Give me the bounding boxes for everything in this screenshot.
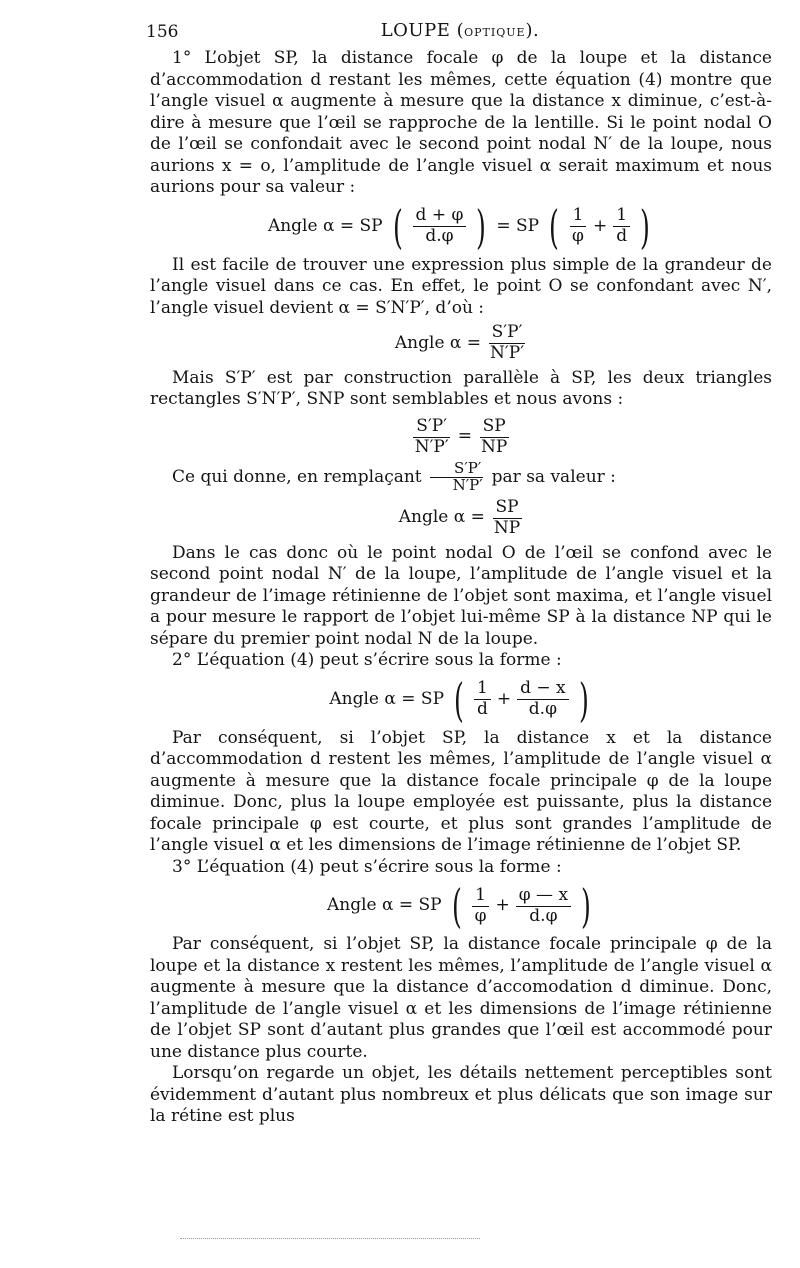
paragraph-9: Par conséquent, si l’objet SP, la distance focale principale φ de la loupe et la distance x restent les mêmes, l’amplitude de l’angle visuel α augmente à mesure que la distance d’accomodation d diminue. Donc, l’amplitude de l’angle visuel α et les dimensions de l’image rétinienne de l’objet SP sont d’autant plus grandes que l’œil est accommodé pour une distance plus courte. xyxy=(150,934,772,1062)
paragraph-6: 2° L’équation (4) peut s’écrire sous la forme : xyxy=(172,650,562,671)
inline-fraction: $\frac{S'P'}{N'P'}$ xyxy=(430,461,483,494)
paragraph-2: Il est facile de trouver une expression plus simple de la grandeur de l’angle visuel dans ce cas. En effet, le point O se confondant avec N′, l’angle visuel devient α = S′N′P′, d’où : xyxy=(150,254,772,318)
bottom-margin-mark xyxy=(180,1238,480,1240)
equation-5: Angle α = SP ( $\frac{1}{d}$ + $\frac{d - x}{d.\varphi}$ ) xyxy=(329,672,589,727)
equation-2: Angle α = $\frac{S'P'}{N'P'}$ xyxy=(394,322,525,363)
equation-1: Angle α = SP ( $\frac{d + \varphi}{d.\varphi}$ ) = SP ( $\frac{1}{\varphi}$ + $\frac{1}{d}$ ) xyxy=(267,199,650,254)
paragraph-7: Par conséquent, si l’objet SP, la distance x et la distance d’accommodation d restent les mêmes, l’amplitude de l’angle visuel α augmente à mesure que la distance focale principale φ de la loupe diminue. Donc, plus la loupe employée est puissante, plus la distance focale principale φ est courte, et plus sont grandes l’amplitude de l’angle visuel α et les dimensions de l’image rétinienne de l’objet SP. xyxy=(150,727,772,856)
paragraph-1: 1° L’objet SP, la distance focale φ de la loupe et la distance d’accommodation d restant les mêmes, cette équation (4) montre que l’angle visuel α augmente à mesure que la distance x diminue, c’est-à-dire à mesure que l’œil se rapproche de la lentille. Si le point nodal O de l’œil se confondait avec le second point nodal N′ de la loupe, nous aurions x = o, l’amplitude de l’angle visuel α serait maximum et nous aurions pour sa valeur : xyxy=(150,48,772,197)
paragraph-4: Ce qui donne, en remplaçant $\frac{S'P'}{N'P'}$ par sa valeur : xyxy=(172,459,616,495)
running-title: LOUPE (OPTIQUE). xyxy=(380,20,540,41)
paragraph-8: 3° L’équation (4) peut s’écrire sous la forme : xyxy=(172,856,562,877)
equation-4: Angle α = $\frac{SP}{NP}$ xyxy=(398,496,521,538)
page-number: 156 xyxy=(146,22,179,42)
page-header xyxy=(146,20,770,46)
paragraph-3: Mais S′P′ est par construction parallèle à SP, les deux triangles rectangles S′N′P′, SNP sont semblables et nous avons : xyxy=(150,367,772,410)
equation-3: $\frac{S'P'}{N'P'}$ = $\frac{SP}{NP}$ xyxy=(414,415,508,457)
paragraph-10: Lorsqu’on regarde un objet, les détails nettement perceptibles sont évidemment d’autant plus nombreux et plus délicats que son image sur la rétine est plus xyxy=(150,1063,772,1127)
equation-6: Angle α = SP ( $\frac{1}{\varphi}$ + $\frac{\varphi — x}{d.\varphi}$ ) xyxy=(326,879,591,934)
paragraph-5: Dans le cas donc où le point nodal O de l’œil se confond avec le second point nodal N′ de la loupe, l’amplitude de l’angle visuel et la grandeur de l’image rétinienne de l’objet sont maxima, et l’angle visuel a pour mesure le rapport de l’objet lui-même SP à la distance NP qui le sépare du premier point nodal N de la loupe. xyxy=(150,542,772,649)
body-text xyxy=(150,48,772,1128)
